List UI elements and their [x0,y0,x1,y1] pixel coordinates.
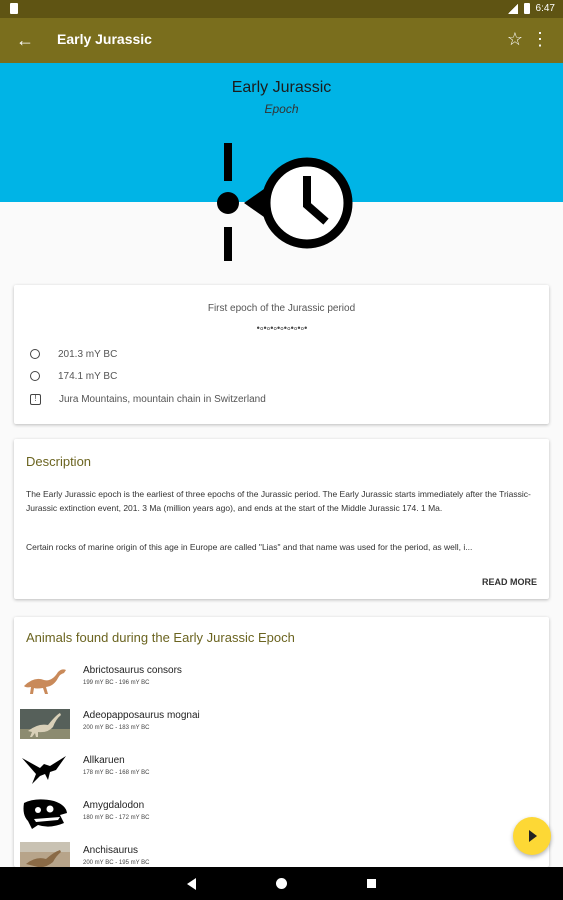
dinosaur-skull-thumbnail [20,797,70,831]
animal-name: Adeopapposaurus mognai [83,710,200,721]
ornament-divider: •∘•∘•∘•∘•∘•∘•∘• [256,323,307,333]
animals-card [14,617,549,867]
end-value: 174.1 mY BC [58,370,118,382]
pterosaur-thumbnail [20,752,70,786]
start-value: 201.3 mY BC [58,348,118,360]
epoch-description: First epoch of the Jurassic period [207,303,356,314]
list-item[interactable] [20,752,520,792]
more-vert-icon[interactable]: ⋮ [531,29,549,49]
hero-title: Early Jurassic [231,79,332,96]
battery-icon [524,3,530,14]
epoch-timeline-icon [210,143,355,263]
animal-range: 178 mY BC - 168 mY BC [83,770,150,776]
sd-card-icon [10,3,18,14]
description-heading: Description [26,454,92,469]
nav-back-icon[interactable] [187,878,196,890]
app-bar [0,18,563,63]
animal-name: Allkaruen [83,755,125,766]
star-outline-icon[interactable]: ☆ [506,29,523,49]
dinosaur-thumbnail [20,662,70,696]
list-item[interactable] [20,707,520,747]
animal-range: 180 mY BC - 172 mY BC [83,815,150,821]
end-row [28,368,117,384]
origin-value: Jura Mountains, mountain chain in Switzerland [59,393,266,405]
arrow-left-icon[interactable]: ← [16,30,34,50]
status-time: 6:47 [535,3,555,14]
description-paragraph-2: Certain rocks of marine origin of this age in Europe are called "Lias" and that name was used for the period, as well, i... [26,542,473,552]
play-fab-button[interactable] [513,817,551,855]
animal-name: Anchisaurus [83,845,139,856]
nav-home-icon[interactable] [276,878,287,889]
nav-recents-icon[interactable] [367,879,376,888]
animal-name: Abrictosaurus consors [83,665,182,676]
animal-range: 200 mY BC - 195 mY BC [83,860,150,866]
animal-range: 200 mY BC - 183 mY BC [83,725,150,731]
speech-bubble-icon: ! [30,394,41,405]
list-item[interactable] [20,797,520,837]
epoch-info-card [14,285,549,424]
description-paragraph-1: The Early Jurassic epoch is the earliest of three epochs of the Jurassic period. The Early Jurassic starts immediately after the Triassic-Jurassic extinction event, 201. 3 Ma (million years ago), and ends at the start of the Middle Jurassic 174. 1 Ma. [26,489,531,513]
start-time-icon [30,349,40,359]
read-more-button[interactable]: READ MORE [481,577,537,587]
animal-range: 199 mY BC - 196 mY BC [83,680,150,686]
status-bar [0,0,563,18]
system-nav-bar [0,867,563,900]
origin-row [28,391,266,407]
end-time-icon [30,371,40,381]
description-card [14,439,549,599]
start-row [28,346,117,362]
play-icon [529,830,537,842]
animals-heading: Animals found during the Early Jurassic Epoch [26,630,295,645]
page-title: Early Jurassic [57,31,152,47]
animal-name: Amygdalodon [83,800,145,811]
hero-subtitle: Epoch [264,102,299,116]
list-item[interactable] [20,662,520,702]
signal-icon [508,4,518,14]
dinosaur-thumbnail [20,707,70,741]
